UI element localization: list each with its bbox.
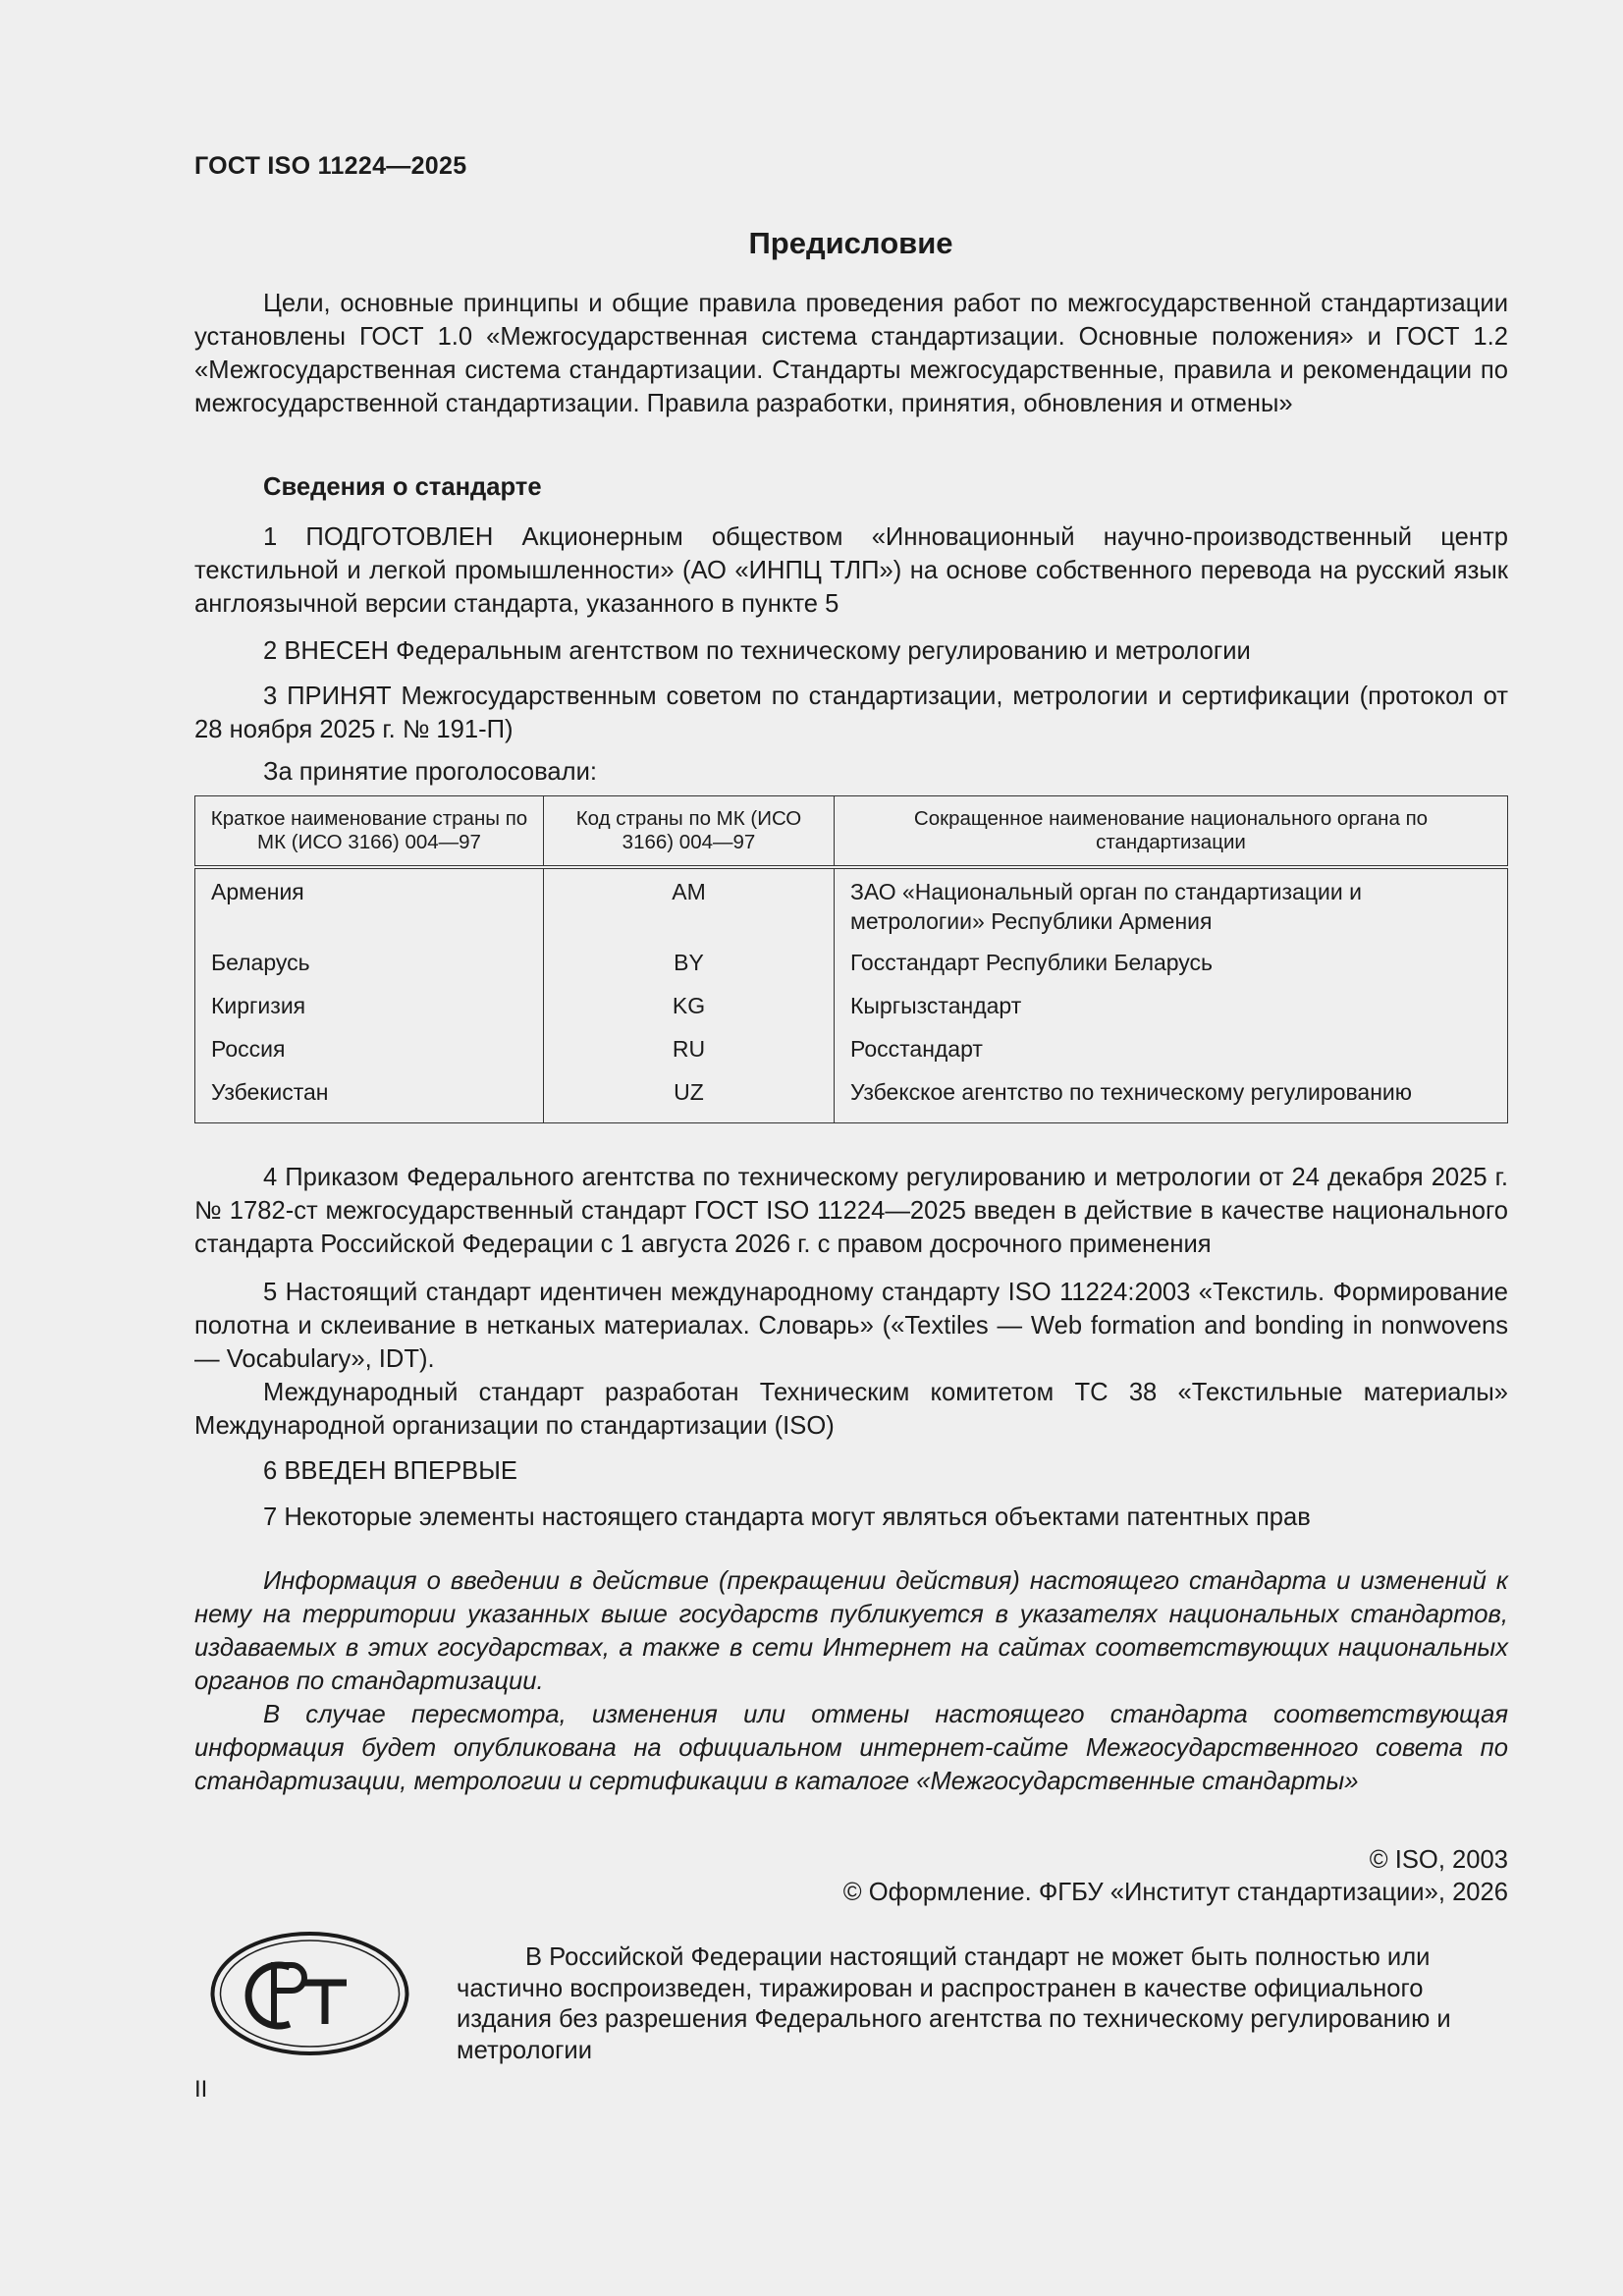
item-1-block <box>194 520 1508 621</box>
info-block <box>194 1564 1508 1798</box>
table-row <box>195 867 1508 946</box>
table-cell-code: UZ <box>544 1075 835 1123</box>
item-3: 3 ПРИНЯТ Межгосударственным советом по стандартизации, метрологии и сертификации (протокол от 28 ноября 2025 г. № 191-П) <box>194 683 1508 743</box>
item-5: 5 Настоящий стандарт идентичен международному стандарту ISO 11224:2003 «Текстиль. Формирование полотна и склеивание в нетканых материалах. Словарь» («Textiles — Web formation and bonding in nonwovens — Vocabulary», IDT). <box>194 1279 1508 1373</box>
table-cell-body: Росстандарт <box>835 1032 1508 1075</box>
info-paragraph-2: В случае пересмотра, изменения или отмены настоящего стандарта соответствующая информация будет опубликована на официальном интернет-сайте Межгосударственного совета по стандартизации, метрологии и сертификации в каталоге «Межгосударственные стандарты» <box>194 1701 1508 1795</box>
table-cell-body: Кыргызстандарт <box>835 989 1508 1032</box>
table-cell-country: Узбекистан <box>195 1075 544 1123</box>
table-cell-country: Россия <box>195 1032 544 1075</box>
info-paragraph-1: Информация о введении в действие (прекращении действия) настоящего стандарта и изменений к нему на территории указанных выше государств публикуется в указателях национальных стандартов, издаваемых в этих государствах, а также в сети Интернет на сайтах соответствующих национальных органов по стандартизации. <box>194 1567 1508 1695</box>
item-5-block <box>194 1276 1508 1443</box>
table-header-body: Сокращенное наименование национального органа по стандартизации <box>835 796 1508 868</box>
table-cell-code: AM <box>544 867 835 946</box>
item-6-block <box>194 1454 1508 1488</box>
item-4-block <box>194 1161 1508 1261</box>
item-6: 6 ВВЕДЕН ВПЕРВЫЕ <box>263 1457 517 1485</box>
item-2-block <box>194 634 1508 668</box>
table-row <box>195 946 1508 989</box>
copyright-iso: © ISO, 2003 <box>1369 1846 1508 1874</box>
vote-label: За принятие проголосовали: <box>263 758 597 786</box>
intro-block <box>194 287 1508 420</box>
table-cell-body: ЗАО «Национальный орган по стандартизации и метрологии» Республики Армения <box>835 867 1508 946</box>
table-row <box>195 989 1508 1032</box>
table-header-code: Код страны по МК (ИСО 3166) 004—97 <box>544 796 835 868</box>
item-5-note: Международный стандарт разработан Техническим комитетом ТС 38 «Текстильные материалы» Международной организации по стандартизации (ISO) <box>194 1379 1508 1440</box>
rst-logo <box>209 1930 410 2057</box>
rights-notice-text: В Российской Федерации настоящий стандарт не может быть полностью или частично воспроизведен, тиражирован и распространен в качестве официального издания без разрешения Федерального агентства по техническому регулированию и метрологии <box>457 1943 1451 2064</box>
rights-notice <box>457 1942 1508 2066</box>
item-2: 2 ВНЕСЕН Федеральным агентством по техническому регулированию и метрологии <box>263 637 1251 665</box>
item-7: 7 Некоторые элементы настоящего стандарта могут являться объектами патентных прав <box>263 1503 1311 1531</box>
table-cell-country: Армения <box>195 867 544 946</box>
item-3-block <box>194 680 1508 746</box>
table-cell-code: KG <box>544 989 835 1032</box>
copyright-design: © Оформление. ФГБУ «Институт стандартизации», 2026 <box>842 1879 1508 1906</box>
table-cell-body: Госстандарт Республики Беларусь <box>835 946 1508 989</box>
table-header-country: Краткое наименование страны по МК (ИСО 3166) 004—97 <box>195 796 544 868</box>
table-header-row <box>195 796 1508 868</box>
table-cell-body: Узбекское агентство по техническому регулированию <box>835 1075 1508 1123</box>
table-row <box>195 1075 1508 1123</box>
item-4: 4 Приказом Федерального агентства по техническому регулированию и метрологии от 24 декабря 2025 г. № 1782-ст межгосударственный стандарт ГОСТ ISO 11224—2025 введен в действие в качестве национального стандарта Российской Федерации с 1 августа 2026 г. с правом досрочного применения <box>194 1164 1508 1258</box>
page-number: II <box>194 2076 208 2103</box>
table-cell-country: Беларусь <box>195 946 544 989</box>
table-cell-country: Киргизия <box>195 989 544 1032</box>
voting-table <box>194 795 1508 1123</box>
page-title: Предисловие <box>748 226 953 260</box>
standard-info-heading: Сведения о стандарте <box>263 473 542 501</box>
table-row <box>195 1032 1508 1075</box>
document-header: ГОСТ ISO 11224—2025 <box>194 152 467 180</box>
intro-paragraph: Цели, основные принципы и общие правила проведения работ по межгосударственной стандартизации установлены ГОСТ 1.0 «Межгосударственная система стандартизации. Основные положения» и ГОСТ 1.2 «Межгосударственная система стандартизации. Стандарты межгосударственные, правила и рекомендации по межгосударственной стандартизации. Правила разработки, принятия, обновления и отмены» <box>194 290 1508 417</box>
item-7-block <box>194 1501 1508 1534</box>
table-cell-code: RU <box>544 1032 835 1075</box>
table-cell-code: BY <box>544 946 835 989</box>
item-1: 1 ПОДГОТОВЛЕН Акционерным обществом «Инновационный научно-производственный центр текстильной и легкой промышленности» (АО «ИНПЦ ТЛП») на основе собственного перевода на русский язык англоязычной версии стандарта, указанного в пункте 5 <box>194 523 1508 618</box>
